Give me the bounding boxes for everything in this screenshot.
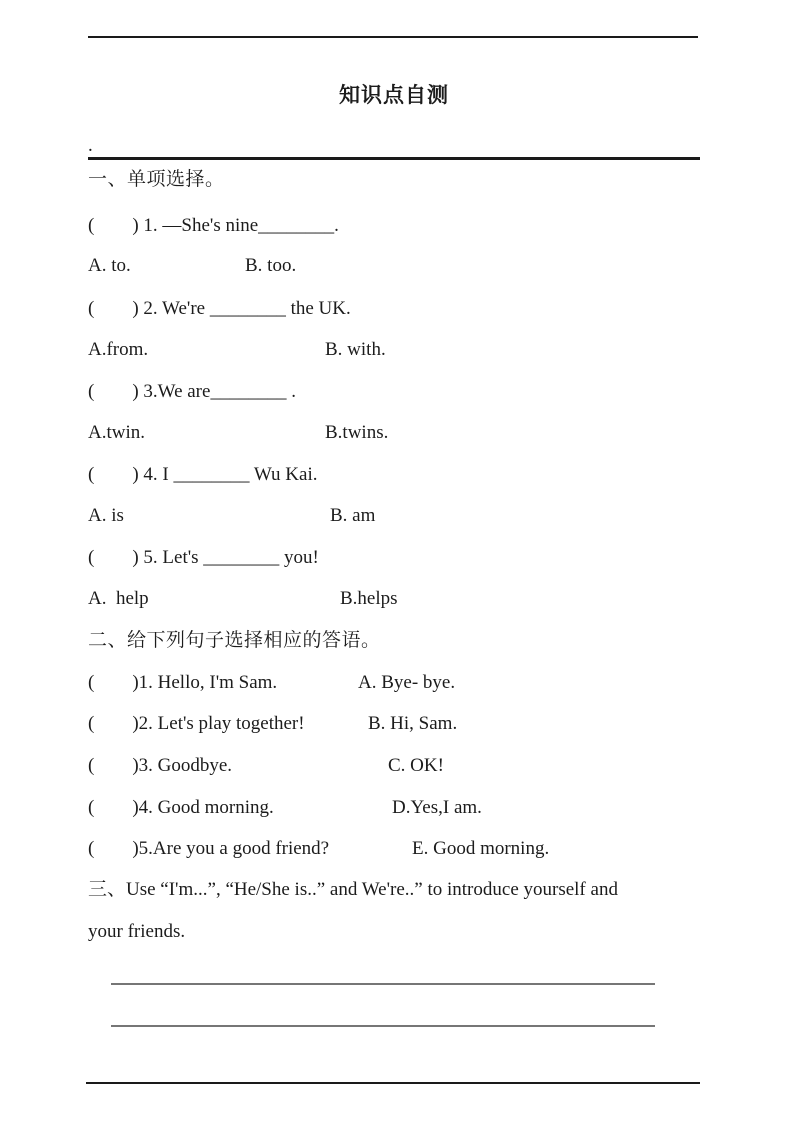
match-answer: B. Hi, Sam. (368, 713, 458, 734)
section1-heading: 一、单项选择。 (88, 169, 225, 190)
match-question: ( )4. Good morning. (88, 797, 274, 818)
option-a: A.twin. (88, 422, 145, 443)
section1-options-5 (0, 585, 793, 612)
option-b: B. too. (245, 255, 297, 276)
section1-options-3 (0, 419, 793, 446)
option-a: A.from. (88, 339, 149, 360)
stray-dot: . (88, 135, 93, 156)
option-a: A. to. (88, 255, 131, 276)
option-b: B.twins. (325, 422, 389, 443)
option-a: A. is (88, 505, 124, 526)
option-a: A. help (88, 588, 149, 609)
section1-question-2: ( ) 2. We're ________ the UK. (88, 298, 351, 319)
section3-instruction-line1: 三、Use “I'm...”, “He/She is..” and We're..” to introduce yourself and (88, 879, 618, 900)
section2-pair-2 (0, 710, 793, 737)
section1-question-4: ( ) 4. I ________ Wu Kai. (88, 464, 318, 485)
answer-blank-line-2 (111, 1025, 655, 1027)
match-question: ( )2. Let's play together! (88, 713, 305, 734)
match-answer: C. OK! (388, 755, 444, 776)
section1-question-5: ( ) 5. Let's ________ you! (88, 547, 319, 568)
section1-options-1 (0, 252, 793, 279)
section1-question-1: ( ) 1. —She's nine________. (88, 215, 339, 236)
page-title: 知识点自测 (339, 84, 449, 107)
header-rule (88, 157, 700, 160)
section2-heading: 二、给下列句子选择相应的答语。 (88, 630, 381, 651)
section2-pair-4 (0, 794, 793, 821)
section2-pair-3 (0, 752, 793, 779)
answer-blank-line-1 (111, 983, 655, 985)
match-question: ( )1. Hello, I'm Sam. (88, 672, 278, 693)
section1-question-3: ( ) 3.We are________ . (88, 381, 296, 402)
match-answer: A. Bye- bye. (358, 672, 456, 693)
option-b: B. with. (325, 339, 386, 360)
option-b: B.helps (340, 588, 398, 609)
section2-pair-5 (0, 835, 793, 862)
match-question: ( )3. Goodbye. (88, 755, 233, 776)
option-b: B. am (330, 505, 376, 526)
bottom-rule (86, 1082, 700, 1084)
match-question: ( )5.Are you a good friend? (88, 838, 330, 859)
match-answer: D.Yes,I am. (392, 797, 482, 818)
section3-instruction-line2: your friends. (88, 921, 186, 942)
section2-pair-1 (0, 669, 793, 696)
section1-options-4 (0, 502, 793, 529)
top-rule (88, 36, 698, 38)
match-answer: E. Good morning. (412, 838, 550, 859)
section1-options-2 (0, 336, 793, 363)
